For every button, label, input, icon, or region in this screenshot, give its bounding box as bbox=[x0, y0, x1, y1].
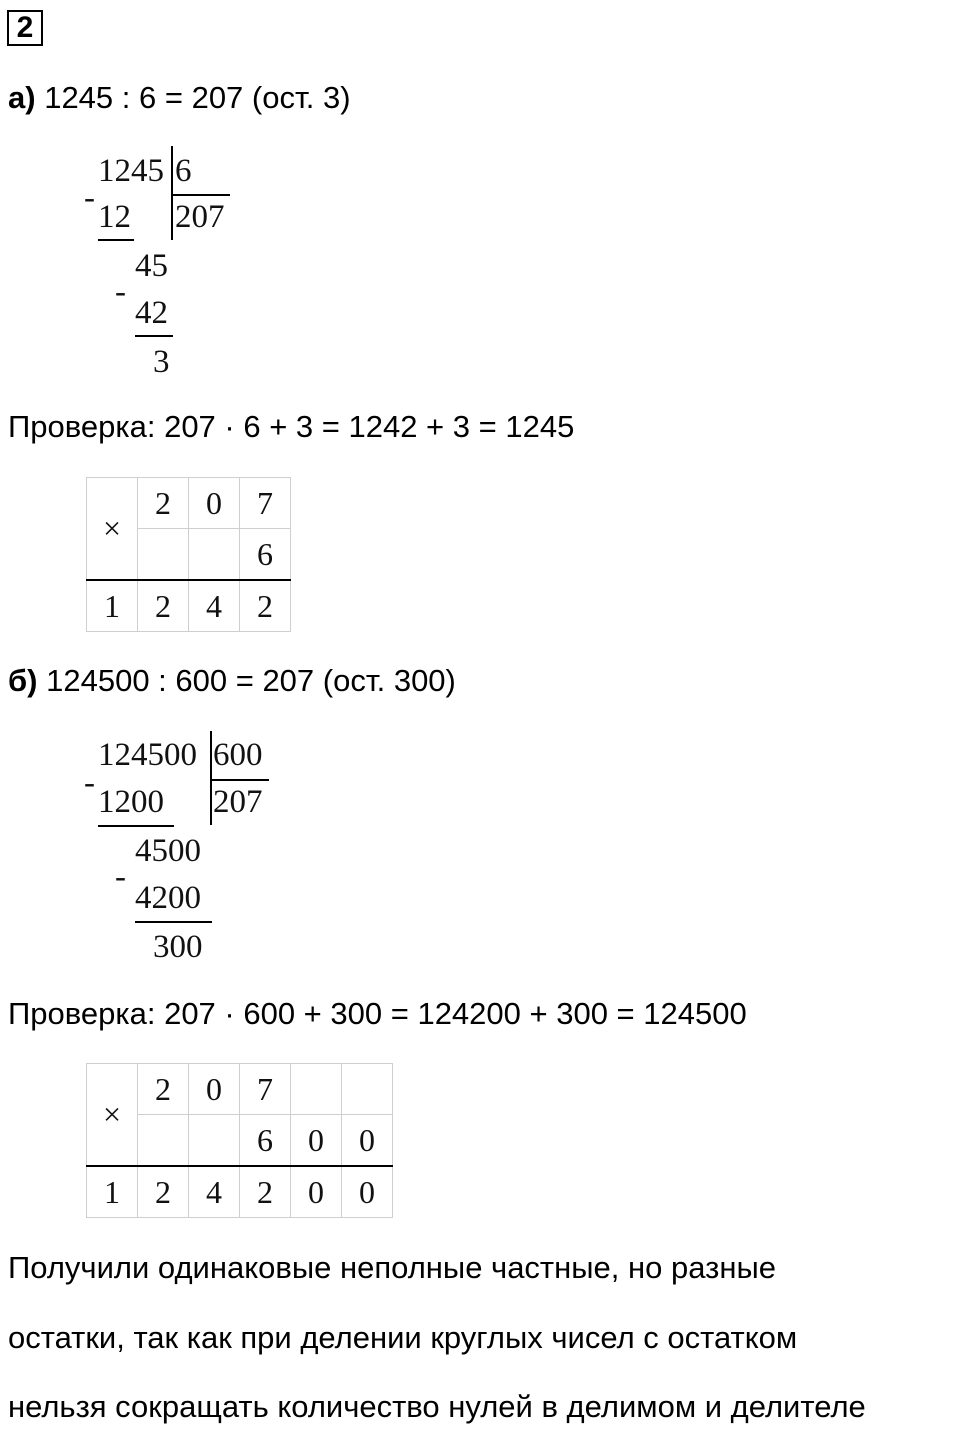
conclusion-line-1: Получили одинаковые неполные частные, но разные bbox=[8, 1250, 776, 1285]
grid-cell: 2 bbox=[138, 1166, 189, 1218]
division-bar-horizontal bbox=[172, 194, 230, 196]
subtrahend-2: 4200 bbox=[135, 880, 201, 916]
minus-sign: - bbox=[84, 180, 95, 216]
grid-cell: 7 bbox=[240, 1064, 291, 1115]
part-a-multiplication-grid bbox=[86, 477, 291, 632]
grid-cell: 2 bbox=[138, 478, 189, 529]
minus-sign: - bbox=[84, 765, 95, 801]
grid-cell: 0 bbox=[189, 478, 240, 529]
minus-sign: - bbox=[115, 274, 126, 310]
subtraction-line-2 bbox=[135, 921, 212, 923]
subtrahend-1: 1200 bbox=[98, 784, 164, 820]
part-b-multiplication-grid bbox=[86, 1063, 393, 1218]
grid-cell bbox=[138, 1115, 189, 1167]
multiply-sign: × bbox=[87, 1064, 138, 1167]
grid-cell: 1 bbox=[87, 1166, 138, 1218]
division-bar-vertical bbox=[210, 731, 212, 825]
grid-cell bbox=[189, 529, 240, 581]
part-b-heading bbox=[8, 661, 456, 701]
grid-cell: 6 bbox=[240, 1115, 291, 1167]
quotient: 207 bbox=[175, 199, 225, 235]
multiply-sign: × bbox=[87, 478, 138, 581]
part-a-check: Проверка: 207 · 6 + 3 = 1242 + 3 = 1245 bbox=[8, 409, 575, 444]
grid-cell: 2 bbox=[138, 1064, 189, 1115]
grid-cell: 7 bbox=[240, 478, 291, 529]
remainder: 3 bbox=[153, 344, 170, 380]
part-a-heading bbox=[8, 78, 351, 118]
subtrahend-1: 12 bbox=[98, 199, 131, 235]
grid-cell: 4 bbox=[189, 580, 240, 632]
partial-remainder: 4500 bbox=[135, 833, 201, 869]
conclusion-line-3: нельзя сокращать количество нулей в делимом и делителе bbox=[8, 1389, 866, 1424]
grid-cell: 0 bbox=[291, 1166, 342, 1218]
divisor: 600 bbox=[213, 737, 263, 773]
conclusion-line-2: остатки, так как при делении круглых чисел с остатком bbox=[8, 1320, 798, 1355]
quotient: 207 bbox=[213, 784, 263, 820]
divisor: 6 bbox=[175, 153, 192, 189]
grid-cell bbox=[342, 1064, 393, 1115]
subtraction-line-1 bbox=[98, 239, 134, 241]
part-b-check: Проверка: 207 · 600 + 300 = 124200 + 300 = 124500 bbox=[8, 996, 747, 1031]
grid-cell: 0 bbox=[342, 1115, 393, 1167]
grid-cell: 0 bbox=[342, 1166, 393, 1218]
subtraction-line-2 bbox=[135, 335, 173, 337]
subtraction-line-1 bbox=[98, 825, 174, 827]
subtrahend-2: 42 bbox=[135, 295, 168, 331]
grid-cell: 0 bbox=[189, 1064, 240, 1115]
dividend: 1245 bbox=[98, 153, 164, 189]
grid-cell: 1 bbox=[87, 580, 138, 632]
grid-cell: 2 bbox=[138, 580, 189, 632]
part-b-statement: 124500 : 600 = 207 (ост. 300) bbox=[46, 663, 456, 698]
remainder: 300 bbox=[153, 929, 203, 965]
partial-remainder: 45 bbox=[135, 248, 168, 284]
grid-cell: 6 bbox=[240, 529, 291, 581]
task-number: 2 bbox=[7, 10, 43, 46]
grid-cell bbox=[189, 1115, 240, 1167]
grid-cell bbox=[291, 1064, 342, 1115]
part-b-label: б) bbox=[8, 663, 38, 698]
grid-cell: 0 bbox=[291, 1115, 342, 1167]
dividend: 124500 bbox=[98, 737, 197, 773]
part-a-statement: 1245 : 6 = 207 (ост. 3) bbox=[44, 80, 351, 115]
division-bar-horizontal bbox=[211, 779, 269, 781]
grid-cell bbox=[138, 529, 189, 581]
grid-cell: 2 bbox=[240, 580, 291, 632]
grid-cell: 2 bbox=[240, 1166, 291, 1218]
part-a-label: а) bbox=[8, 80, 36, 115]
minus-sign: - bbox=[115, 859, 126, 895]
division-bar-vertical bbox=[171, 146, 173, 240]
grid-cell: 4 bbox=[189, 1166, 240, 1218]
